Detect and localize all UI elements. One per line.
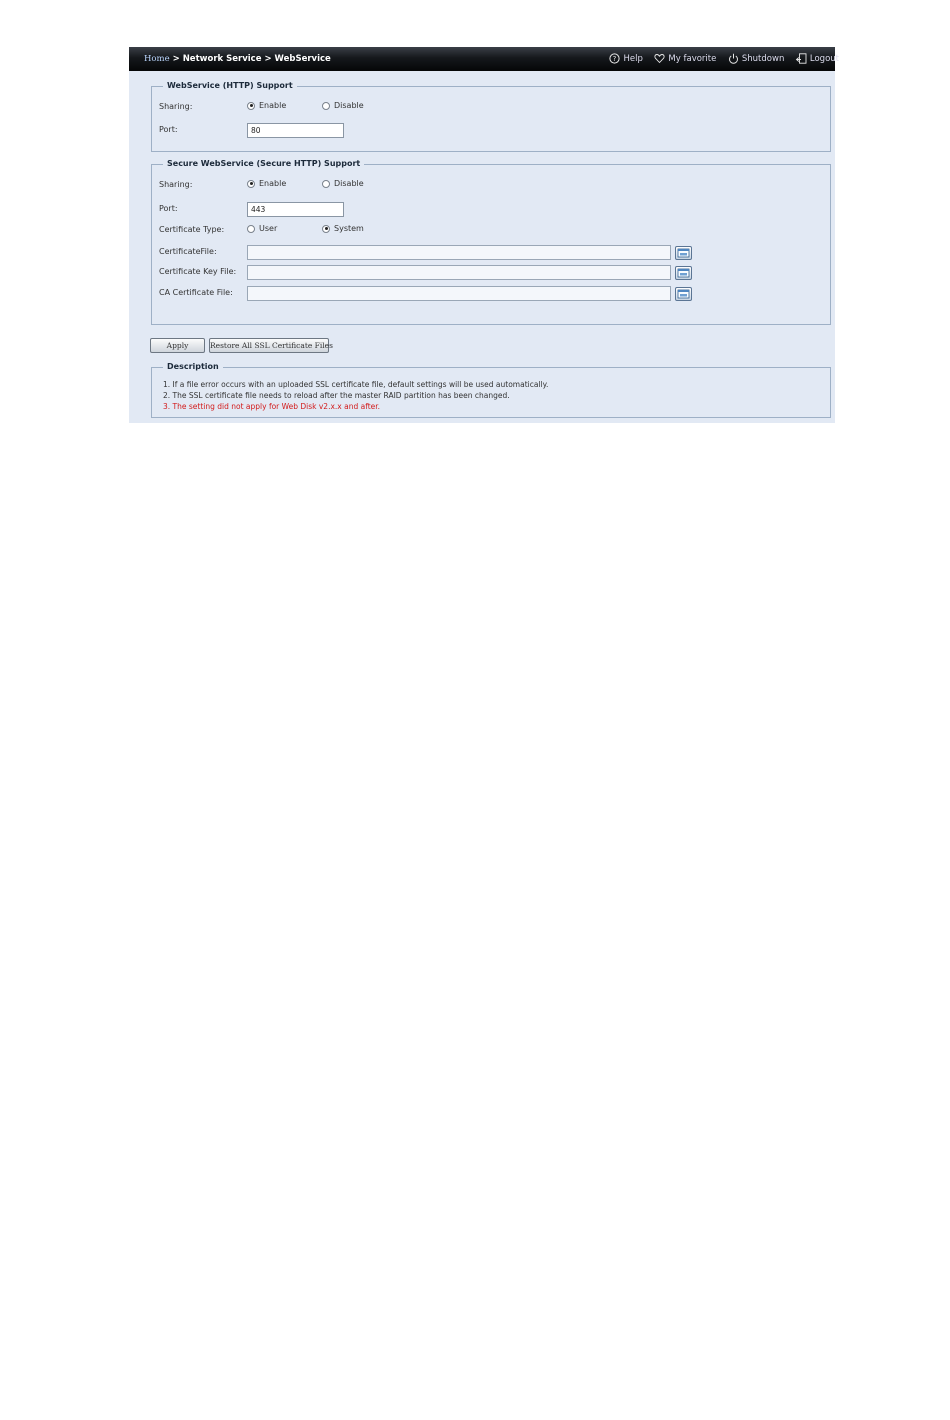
file-browse-icon: [676, 288, 691, 300]
certificate-file-browse-button[interactable]: [675, 246, 692, 260]
ca-certificate-file-input[interactable]: [247, 286, 671, 301]
breadcrumb: [144, 54, 331, 64]
certificate-type-label: Certificate Type:: [159, 225, 225, 234]
description-group: [151, 362, 831, 418]
ca-certificate-file-label: CA Certificate File:: [159, 288, 233, 297]
certificate-type-user-label: User: [259, 224, 278, 233]
http-support-legend: WebService (HTTP) Support: [163, 81, 297, 90]
logout-button[interactable]: [796, 53, 839, 64]
https-support-legend: Secure WebService (Secure HTTP) Support: [163, 159, 364, 168]
https-port-input[interactable]: [247, 202, 344, 217]
webservice-settings-screen: [129, 47, 839, 423]
help-button[interactable]: [609, 53, 642, 64]
http-disable-label: Disable: [334, 101, 364, 110]
https-enable-label: Enable: [259, 179, 287, 188]
shutdown-button[interactable]: [728, 53, 784, 64]
certificate-type-user-radio[interactable]: [247, 224, 277, 233]
http-support-group: [151, 81, 831, 152]
http-disable-radio[interactable]: [322, 101, 364, 110]
svg-text:?: ?: [613, 55, 617, 63]
radio-unselected-icon: [322, 102, 330, 110]
http-port-input[interactable]: [247, 123, 344, 138]
apply-button[interactable]: Apply: [150, 338, 205, 353]
certificate-key-file-label: Certificate Key File:: [159, 267, 237, 276]
breadcrumb-current-page: WebService: [274, 54, 331, 64]
http-enable-label: Enable: [259, 101, 287, 110]
breadcrumb-separator: >: [172, 54, 180, 64]
top-bar: [129, 47, 839, 71]
ca-certificate-file-browse-button[interactable]: [675, 287, 692, 301]
https-sharing-label: Sharing:: [159, 180, 193, 189]
logout-label: Logout: [809, 53, 839, 64]
restore-ssl-certificates-button[interactable]: Restore All SSL Certificate Files: [209, 338, 329, 353]
radio-selected-icon: [322, 225, 330, 233]
description-legend: Description: [163, 362, 223, 371]
radio-selected-icon: [247, 180, 255, 188]
power-icon: [728, 53, 739, 64]
heart-icon: [654, 53, 665, 64]
radio-unselected-icon: [322, 180, 330, 188]
description-line-1: 1. If a file error occurs with an uploaded SSL certificate file, default settings will be used automatically.: [163, 380, 549, 389]
certificate-key-file-browse-button[interactable]: [675, 266, 692, 280]
breadcrumb-section[interactable]: Network Service: [182, 54, 262, 64]
https-port-label: Port:: [159, 204, 178, 213]
top-toolbar: [600, 53, 839, 67]
http-sharing-label: Sharing:: [159, 102, 193, 111]
certificate-type-system-label: System: [334, 224, 364, 233]
file-browse-icon: [676, 267, 691, 279]
certificate-key-file-input[interactable]: [247, 265, 671, 280]
https-disable-label: Disable: [334, 179, 364, 188]
https-disable-radio[interactable]: [322, 179, 364, 188]
breadcrumb-separator: >: [264, 54, 272, 64]
logout-icon: [796, 53, 807, 64]
description-line-2: 2. The SSL certificate file needs to reload after the master RAID partition has been changed.: [163, 391, 510, 400]
certificate-file-input[interactable]: [247, 245, 671, 260]
my-favorite-label: My favorite: [668, 53, 717, 64]
http-enable-radio[interactable]: [247, 101, 286, 110]
http-port-label: Port:: [159, 125, 178, 134]
radio-selected-icon: [247, 102, 255, 110]
help-label: Help: [623, 53, 643, 64]
shutdown-label: Shutdown: [741, 53, 785, 64]
radio-unselected-icon: [247, 225, 255, 233]
certificate-type-system-radio[interactable]: [322, 224, 364, 233]
description-line-3-warning: 3. The setting did not apply for Web Disk v2.x.x and after.: [163, 402, 381, 411]
https-enable-radio[interactable]: [247, 179, 286, 188]
https-support-group: [151, 159, 831, 325]
breadcrumb-home-link[interactable]: Home: [144, 54, 170, 64]
certificate-file-label: CertificateFile:: [159, 247, 217, 256]
help-icon: [609, 53, 620, 64]
file-browse-icon: [676, 247, 691, 259]
my-favorite-button[interactable]: [654, 53, 716, 64]
